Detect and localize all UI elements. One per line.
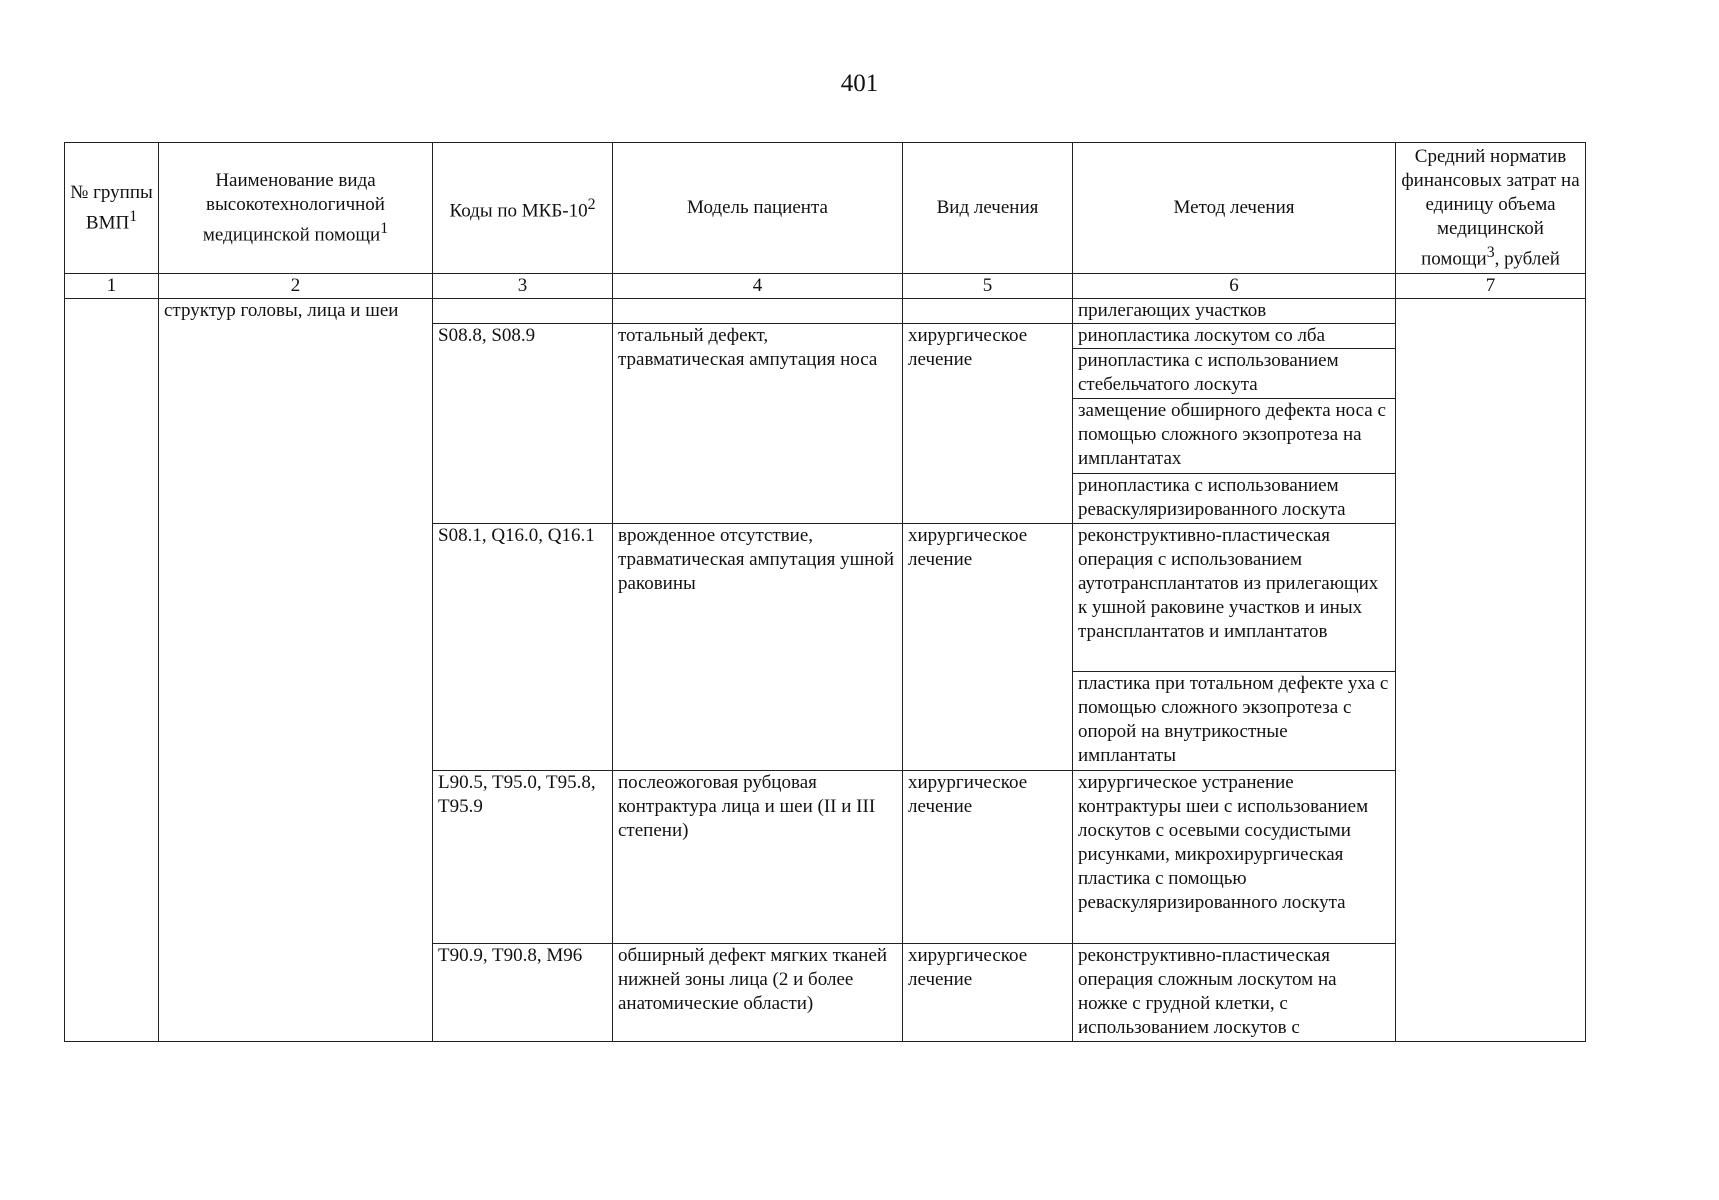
care-type-name-cell: структур головы, лица и шеи — [159, 299, 433, 1042]
method-cell: пластика при тотальном дефекте уха с помощью сложного экзопротеза с опорой на внутрикостные имплантаты — [1073, 672, 1396, 771]
patient-model-cell: послеожоговая рубцовая контрактура лица и шеи (II и III степени) — [613, 771, 903, 944]
header-patient-model: Модель пациента — [613, 143, 903, 274]
table-row — [65, 299, 1586, 324]
vmp-table — [64, 142, 1586, 1042]
method-cell: хирургическое устранение контрактуры шеи с использованием лоскутов с осевыми сосудистыми рисунками, микрохирургическая пластика с помощью реваскуляризированного лоскута — [1073, 771, 1396, 944]
header-treatment-type: Вид лечения — [903, 143, 1073, 274]
column-numbers-row — [65, 274, 1586, 299]
treatment-type-cell: хирургическое лечение — [903, 324, 1073, 524]
header-care-type-name: Наименование вида высокотехнологичной медицинской помощи$^1$ — [159, 143, 433, 274]
header-group-number: № группы ВМП$^1$ — [65, 143, 159, 274]
column-number: 3 — [433, 274, 613, 299]
header-cost-norm: Средний норматив финансовых затрат на единицу объема медицинской помощи$^3$, рублей — [1396, 143, 1586, 274]
patient-model-cell: тотальный дефект, травматическая ампутация носа — [613, 324, 903, 524]
method-cell: реконструктивно-пластическая операция сложным лоскутом на ножке с грудной клетки, с использованием лоскутов с — [1073, 944, 1396, 1042]
treatment-type-cell: хирургическое лечение — [903, 771, 1073, 944]
header-row — [65, 143, 1586, 274]
page-number: 401 — [840, 70, 879, 97]
header-icd-codes: Коды по МКБ-$10^2$ — [433, 143, 613, 274]
header-treatment-method: Метод лечения — [1073, 143, 1396, 274]
treatment-type-cell: хирургическое лечение — [903, 524, 1073, 771]
column-number: 1 — [65, 274, 159, 299]
codes-cell: L90.5, T95.0, T95.8, T95.9 — [433, 771, 613, 944]
method-cell: ринопластика с использованием реваскуляризированного лоскута — [1073, 474, 1396, 524]
treatment-type-cell: хирургическое лечение — [903, 944, 1073, 1042]
method-cell: ринопластика лоскутом со лба — [1073, 324, 1396, 349]
column-number: 2 — [159, 274, 433, 299]
codes-cell: S08.8, S08.9 — [433, 324, 613, 524]
codes-cell — [433, 299, 613, 324]
method-cell: ринопластика с использованием стебельчатого лоскута — [1073, 349, 1396, 399]
codes-cell: T90.9, T90.8, M96 — [433, 944, 613, 1042]
group-number-cell — [65, 299, 159, 1042]
method-cell: реконструктивно-пластическая операция с использованием аутотрансплантатов из прилегающих к ушной раковине участков и иных трансплантатов и имплантатов — [1073, 524, 1396, 672]
patient-model-cell: врожденное отсутствие, травматическая ампутация ушной раковины — [613, 524, 903, 771]
column-number: 6 — [1073, 274, 1396, 299]
method-cell: прилегающих участков — [1073, 299, 1396, 324]
column-number: 5 — [903, 274, 1073, 299]
column-number: 7 — [1396, 274, 1586, 299]
codes-cell: S08.1, Q16.0, Q16.1 — [433, 524, 613, 771]
method-cell: замещение обширного дефекта носа с помощью сложного экзопротеза на имплантатах — [1073, 399, 1396, 474]
patient-model-cell — [613, 299, 903, 324]
column-number: 4 — [613, 274, 903, 299]
patient-model-cell: обширный дефект мягких тканей нижней зоны лица (2 и более анатомические области) — [613, 944, 903, 1042]
cost-norm-cell — [1396, 299, 1586, 1042]
treatment-type-cell — [903, 299, 1073, 324]
